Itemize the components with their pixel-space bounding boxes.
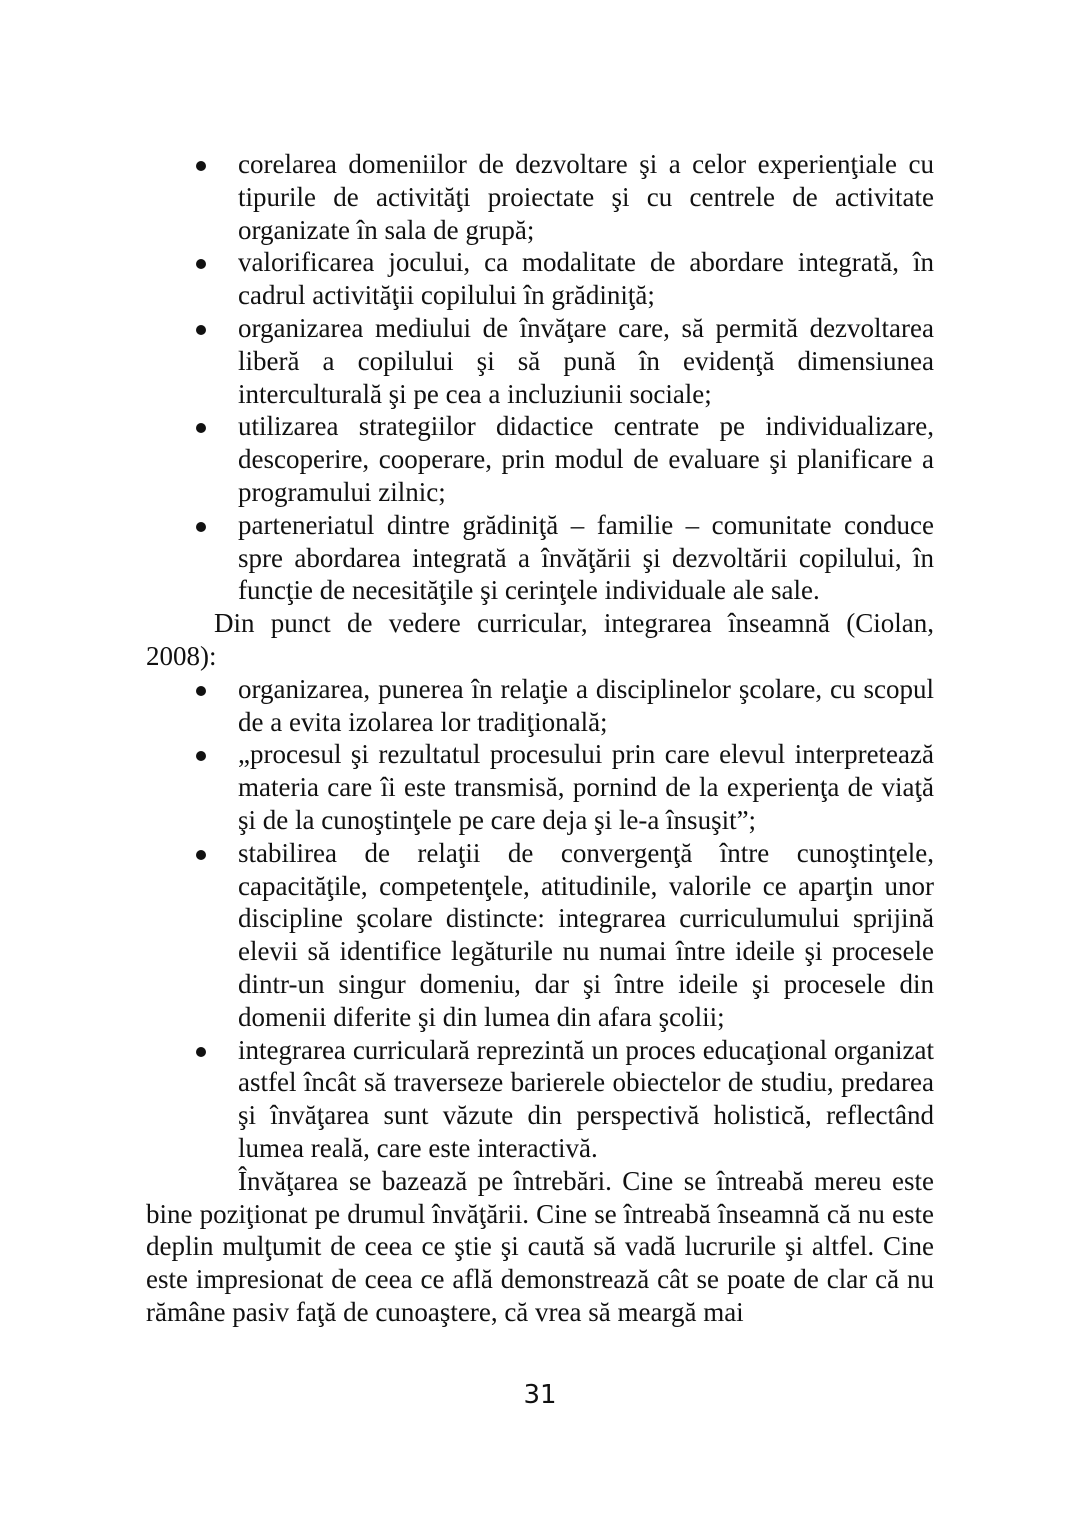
bullet-icon (196, 423, 206, 433)
list-item (146, 246, 934, 312)
bullet-icon (196, 850, 206, 860)
list-item-text: stabilirea de relaţii de convergenţă între cunoştinţele, capacităţile, competenţele, atitudinile, valorile ce aparţin unor discipline şcolare distincte: integrarea curriculumului sprijină elevii să identifice legăturile nu numai între ideile şi procesele dintr-un singur domeniu, dar şi între ideile şi procesele din domenii diferite şi din lumea din afara şcolii; (238, 837, 934, 1032)
closing-paragraph: Învăţarea se bazează pe întrebări. Cine se întreabă mereu este bine poziţionat pe drumul învăţării. Cine se întreabă înseamnă că nu este deplin mulţumit de ceea ce ştie şi caută să vadă lucrurile şi altfel. Cine este impresionat de ceea ce află demonstrează cât se poate de clar că nu rămâne pasiv faţă de cunoaştere, că vrea să meargă mai (146, 1165, 934, 1327)
list-item-text: integrarea curriculară reprezintă un proces educaţional organizat astfel încât să traverseze barierele obiectelor de studiu, predarea şi învăţarea sunt văzute din perspectivă holistică, reflectând lumea reală, care este interactivă. (238, 1034, 934, 1163)
bullet-list-curricular-integration (146, 673, 934, 1165)
intro-paragraph: Din punct de vedere curricular, integrarea înseamnă (Ciolan, 2008): (146, 608, 934, 671)
list-item-text: valorificarea jocului, ca modalitate de abordare integrată, în cadrul activităţii copilului în grădiniţă; (238, 247, 934, 311)
list-item (146, 410, 934, 508)
list-item (146, 673, 934, 739)
bullet-icon (196, 751, 206, 761)
list-item-text: organizarea mediului de învăţare care, să permită dezvoltarea liberă a copilului şi să pună în evidenţă dimensiunea interculturală şi pe cea a incluziunii sociale; (238, 312, 934, 409)
bullet-icon (196, 259, 206, 269)
list-item (146, 312, 934, 410)
list-item (146, 509, 934, 607)
list-item-text: „procesul şi rezultatul procesului prin care elevul interpretează materia care îi este transmisă, pornind de la experienţa de viaţă şi de la cunoştinţele pe care deja şi le-a însuşit”; (238, 739, 934, 835)
bullet-list-preschool-principles (146, 148, 934, 607)
list-item-text: corelarea domeniilor de dezvoltare şi a celor experienţiale cu tipurile de activităţi proiectate şi cu centrele de activitate organizate în sala de grupă; (238, 149, 934, 245)
page-number: 31 (523, 1380, 557, 1410)
page-body (146, 148, 934, 1329)
list-item (146, 837, 934, 1034)
list-item-text: utilizarea strategiilor didactice centrate pe individualizare, descoperire, cooperare, prin modul de evaluare şi planificare a programului zilnic; (238, 411, 934, 507)
bullet-icon (196, 522, 206, 532)
bullet-icon (196, 325, 206, 335)
list-item-text: organizarea, punerea în relaţie a disciplinelor şcolare, cu scopul de a evita izolarea lor tradiţională; (238, 673, 934, 737)
bullet-icon (196, 161, 206, 171)
list-item-text: parteneriatul dintre grădiniţă – familie – comunitate conduce spre abordarea integrată a învăţării şi dezvoltării copilului, în funcţie de necesităţile şi cerinţele individuale ale sale. (238, 509, 934, 606)
bullet-icon (196, 686, 206, 696)
list-item (146, 738, 934, 836)
list-item (146, 1034, 934, 1165)
list-item (146, 148, 934, 246)
bullet-icon (196, 1047, 206, 1057)
